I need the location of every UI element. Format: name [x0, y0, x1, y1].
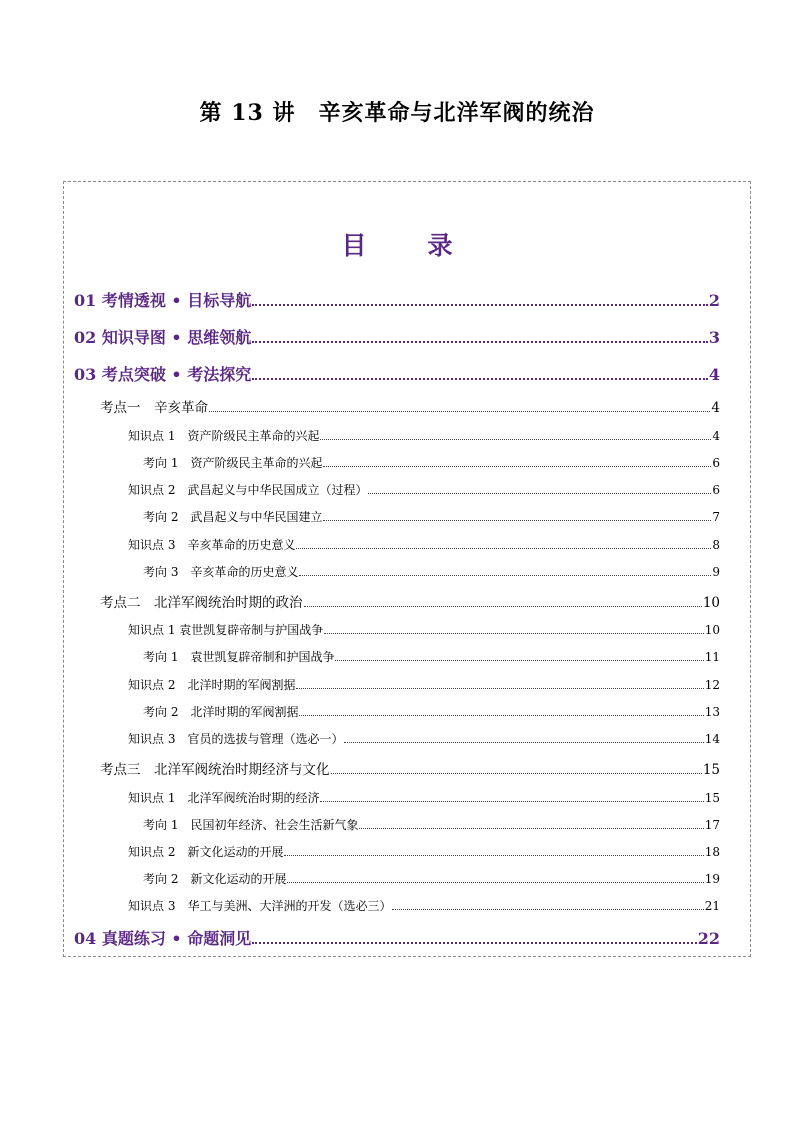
toc-entry-knowledge[interactable] [128, 676, 720, 693]
toc-entry-direction[interactable] [143, 870, 720, 887]
dot-leader [296, 548, 711, 549]
toc-entry-direction[interactable] [143, 454, 720, 471]
toc-entry-page: 4 [711, 400, 720, 416]
toc-entry-label: 03 考点突破 • 考法探究 [74, 365, 252, 384]
toc-entry-label: 知识点 3 华工与美洲、大洋洲的开发（选必三） [128, 899, 392, 913]
dot-leader [209, 411, 710, 412]
toc-entry-page: 21 [704, 899, 720, 913]
dot-leader [299, 575, 711, 576]
dot-leader [331, 773, 702, 774]
toc-entry-page: 6 [712, 456, 720, 470]
dot-leader [324, 633, 703, 634]
dot-leader [320, 801, 703, 802]
toc-entry-page: 8 [712, 538, 720, 552]
toc-entry-knowledge[interactable] [128, 621, 720, 638]
toc-entry-knowledge[interactable] [128, 730, 720, 747]
toc-entry-section-01[interactable] [74, 288, 720, 311]
toc-entry-page: 3 [708, 328, 720, 347]
toc-entry-page: 11 [704, 650, 720, 664]
toc-entry-label: 考点一 辛亥革命 [100, 400, 208, 416]
dot-leader [304, 606, 702, 607]
toc-entry-page: 7 [712, 510, 720, 524]
toc-entry-page: 12 [704, 678, 720, 692]
toc-entry-section-02[interactable] [74, 325, 720, 348]
toc-entry-kaodian-3[interactable] [100, 758, 720, 778]
toc-heading: 目 录 [341, 231, 471, 260]
toc-entry-label: 知识点 1 资产阶级民主革命的兴起 [128, 429, 320, 443]
dot-leader [252, 378, 708, 380]
toc-entry-direction[interactable] [143, 816, 720, 833]
toc-entry-label: 考向 1 资产阶级民主革命的兴起 [143, 456, 323, 470]
toc-entry-direction[interactable] [143, 703, 720, 720]
toc-entry-label: 考向 2 北洋时期的军阀割据 [143, 705, 299, 719]
toc-entry-knowledge[interactable] [128, 427, 720, 444]
toc-entry-label: 02 知识导图 • 思维领航 [74, 328, 252, 347]
toc-entry-direction[interactable] [143, 563, 720, 580]
dot-leader [299, 715, 703, 716]
toc-entry-page: 15 [702, 762, 720, 778]
toc-entry-page: 4 [712, 429, 720, 443]
toc-entry-label: 知识点 2 新文化运动的开展 [128, 845, 284, 859]
toc-entry-label: 考向 1 袁世凯复辟帝制和护国战争 [143, 650, 335, 664]
toc-entry-label: 考向 1 民国初年经济、社会生活新气象 [143, 818, 359, 832]
toc-entry-knowledge[interactable] [128, 897, 720, 914]
toc-entry-label: 考向 2 武昌起义与中华民国建立 [143, 510, 323, 524]
toc-entry-page: 4 [708, 365, 720, 384]
toc-entry-knowledge[interactable] [128, 789, 720, 806]
dot-leader [335, 660, 703, 661]
toc-entry-label: 04 真题练习 • 命题洞见 [74, 929, 252, 948]
dot-leader [323, 520, 711, 521]
toc-entry-page: 10 [702, 595, 720, 611]
dot-leader [320, 439, 711, 440]
toc-entry-label: 知识点 1 袁世凯复辟帝制与护国战争 [128, 623, 324, 637]
toc-entry-page: 2 [708, 291, 720, 310]
toc-entry-page: 15 [704, 791, 720, 805]
toc-entry-label: 知识点 1 北洋军阀统治时期的经济 [128, 791, 320, 805]
dot-leader [344, 742, 703, 743]
toc-entry-page: 14 [704, 732, 720, 746]
toc-entry-page: 19 [704, 872, 720, 886]
toc-entry-knowledge[interactable] [128, 843, 720, 860]
toc-entry-label: 考向 3 辛亥革命的历史意义 [143, 565, 299, 579]
toc-entry-label: 考点二 北洋军阀统治时期的政治 [100, 595, 303, 611]
toc-entry-label: 知识点 3 官员的选拔与管理（选必一） [128, 732, 344, 746]
toc-entry-page: 9 [712, 565, 720, 579]
dot-leader [359, 828, 703, 829]
dot-leader [323, 466, 711, 467]
dot-leader [252, 304, 708, 306]
toc-entry-label: 知识点 2 武昌起义与中华民国成立（过程） [128, 483, 368, 497]
toc-entry-section-04[interactable] [74, 926, 720, 949]
toc-entry-knowledge[interactable] [128, 536, 720, 553]
toc-entry-kaodian-1[interactable] [100, 396, 720, 416]
dot-leader [368, 493, 711, 494]
toc-entry-label: 知识点 3 辛亥革命的历史意义 [128, 538, 296, 552]
toc-entry-label: 考点三 北洋军阀统治时期经济与文化 [100, 762, 330, 778]
toc-entry-label: 考向 2 新文化运动的开展 [143, 872, 287, 886]
toc-entry-page: 10 [704, 623, 720, 637]
dot-leader [296, 688, 703, 689]
toc-entry-section-03[interactable] [74, 362, 720, 385]
dot-leader [287, 882, 703, 883]
toc-entry-direction[interactable] [143, 648, 720, 665]
toc-entry-kaodian-2[interactable] [100, 591, 720, 611]
toc-entry-page: 18 [704, 845, 720, 859]
toc-entry-direction[interactable] [143, 508, 720, 525]
dot-leader [252, 942, 697, 944]
toc-entry-label: 01 考情透视 • 目标导航 [74, 291, 252, 310]
dot-leader [392, 909, 703, 910]
toc-entry-page: 13 [704, 705, 720, 719]
toc-entry-page: 6 [712, 483, 720, 497]
toc-entry-page: 22 [697, 929, 720, 948]
dot-leader [252, 341, 708, 343]
toc-entry-page: 17 [704, 818, 720, 832]
document-title: 第 13 讲 辛亥革命与北洋军阀的统治 [199, 100, 595, 126]
toc-entry-knowledge[interactable] [128, 481, 720, 498]
toc-entry-label: 知识点 2 北洋时期的军阀割据 [128, 678, 296, 692]
dot-leader [284, 855, 703, 856]
